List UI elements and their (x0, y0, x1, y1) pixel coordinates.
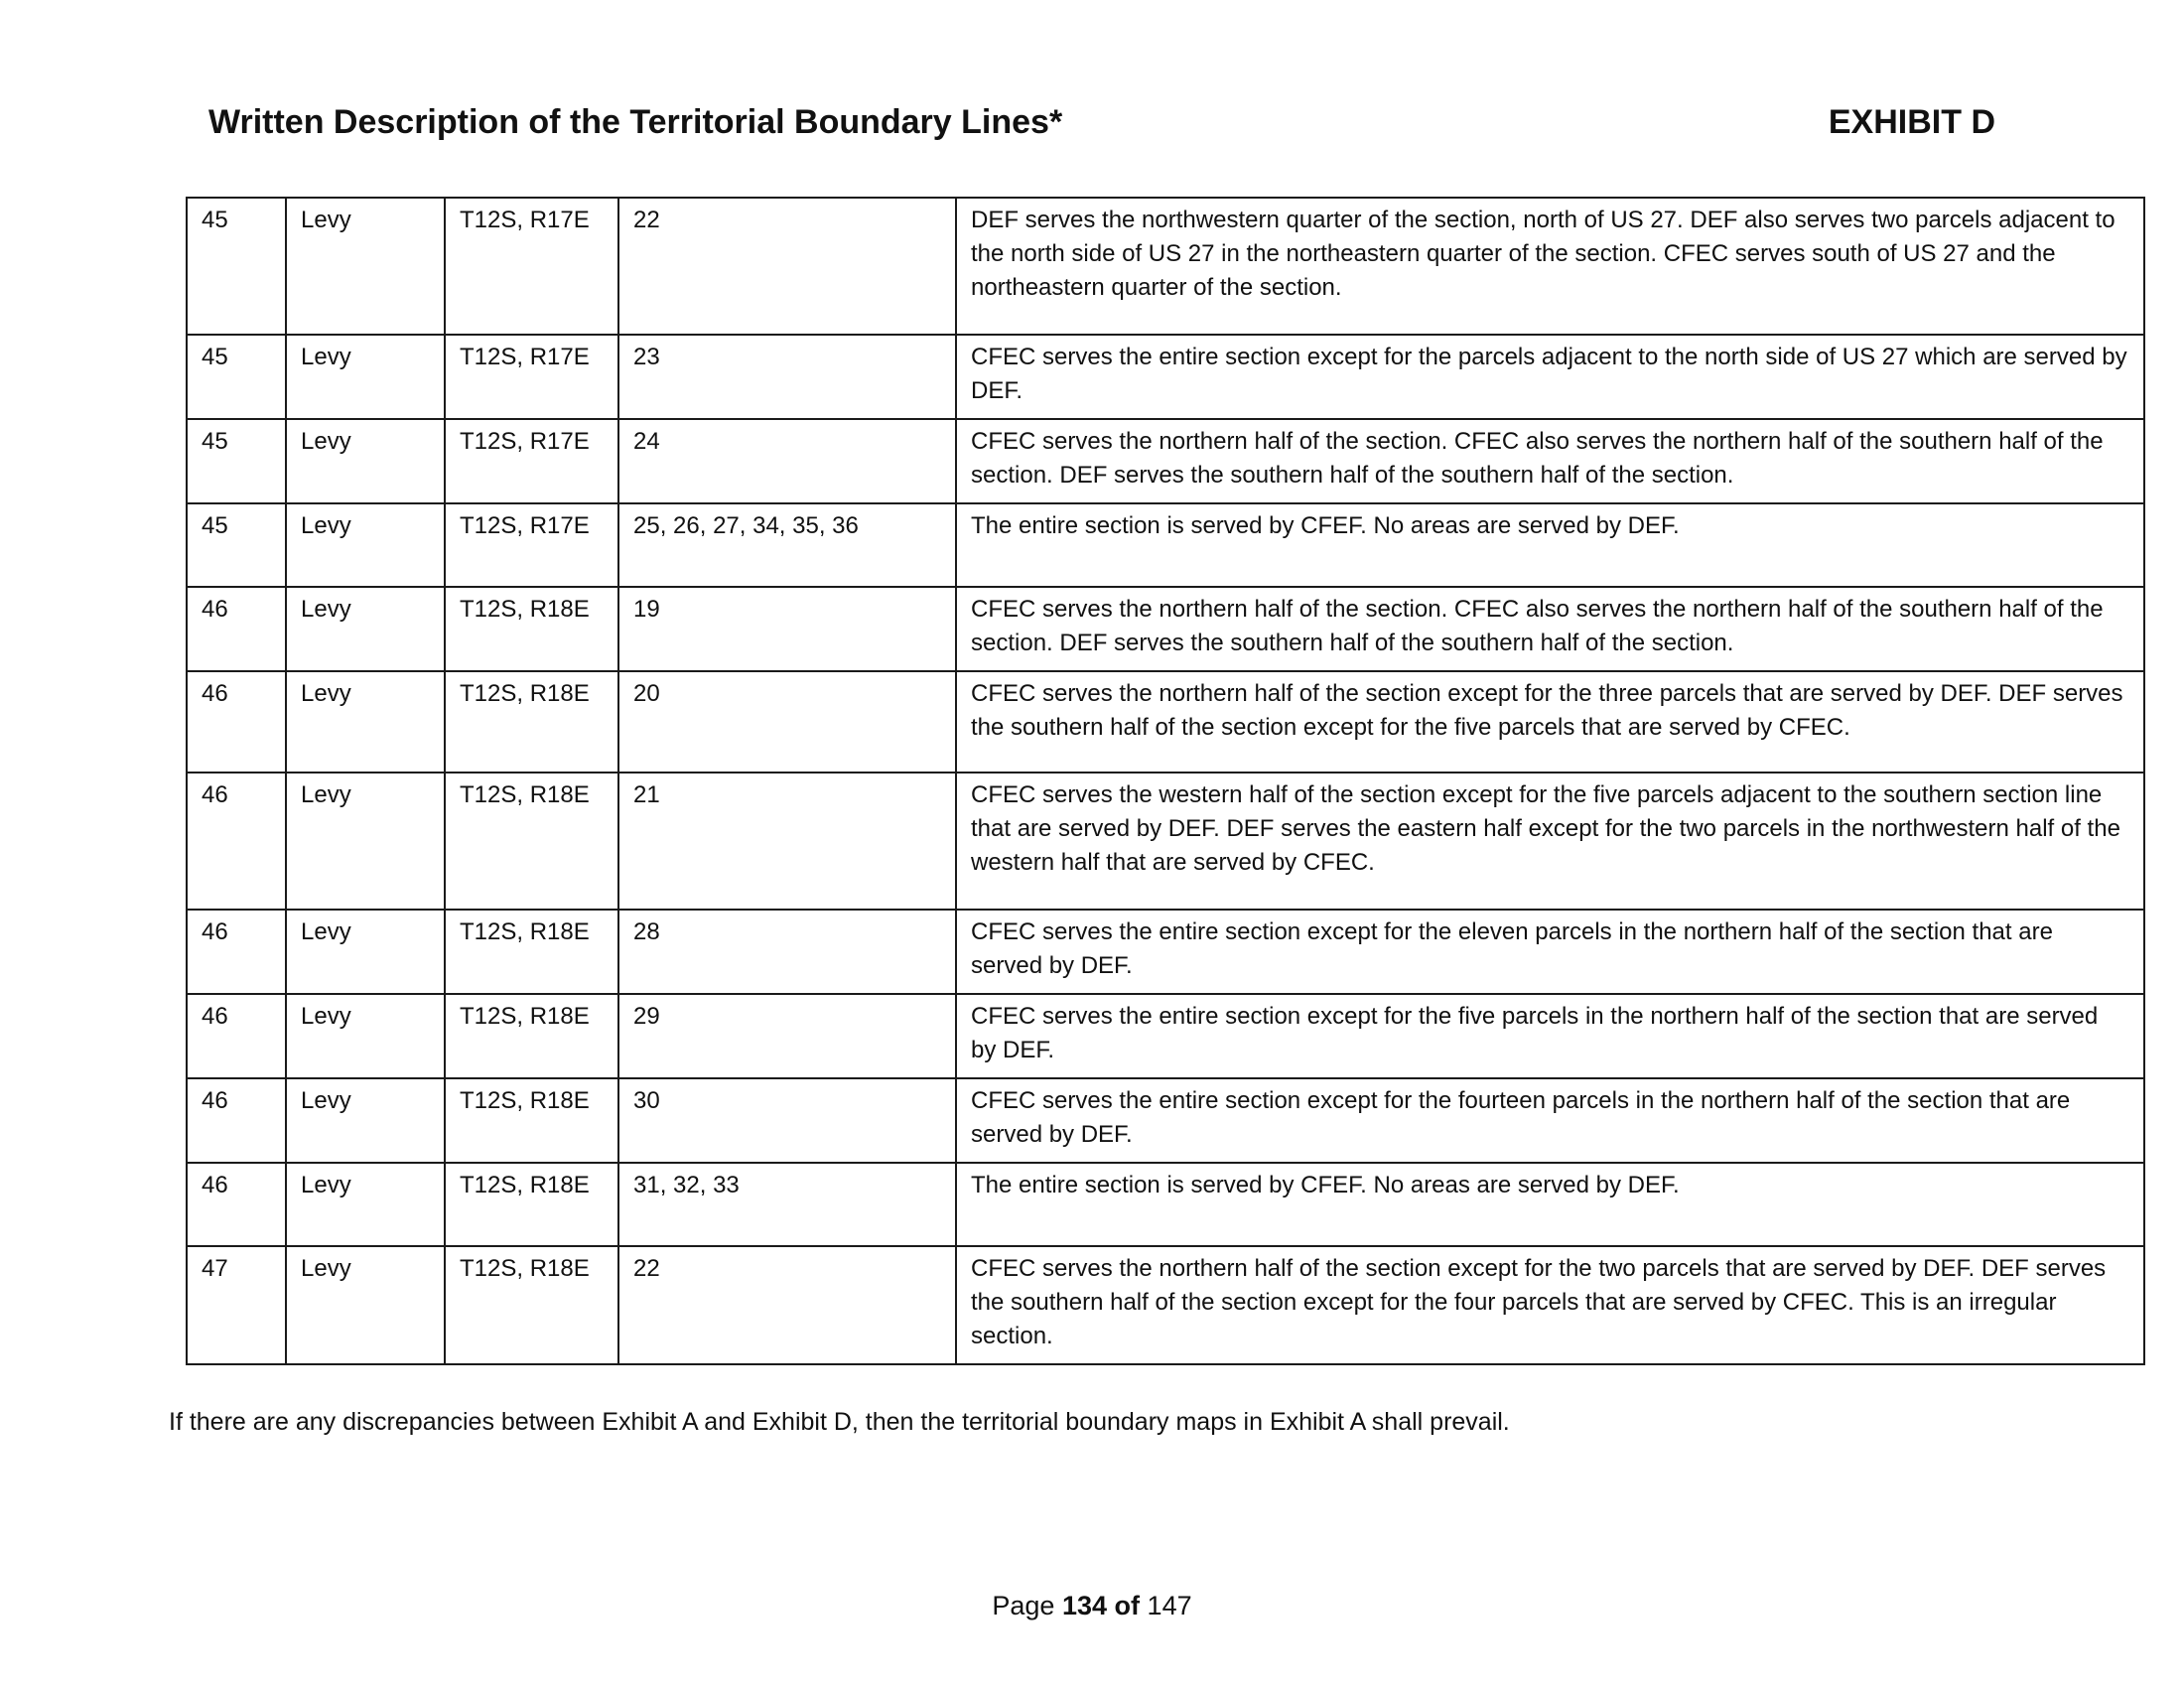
map-number-cell: 46 (187, 1078, 286, 1163)
township-range-cell: T12S, R18E (445, 1078, 618, 1163)
description-cell: CFEC serves the entire section except for the eleven parcels in the northern half of the section that are served by DEF. (956, 910, 2144, 994)
map-number-cell: 46 (187, 773, 286, 910)
township-range-cell: T12S, R18E (445, 773, 618, 910)
description-cell: CFEC serves the northern half of the section except for the two parcels that are served by DEF. DEF serves the southern half of the section except for the four parcels that are served by CFEC. This is an irregular section. (956, 1246, 2144, 1364)
description-cell: CFEC serves the northern half of the section except for the three parcels that are served by DEF. DEF serves the southern half of the section except for the five parcels that are served by CFEC. (956, 671, 2144, 773)
table-row (187, 1246, 2144, 1364)
discrepancy-footnote: If there are any discrepancies between Exhibit A and Exhibit D, then the territorial boundary maps in Exhibit A shall prevail. (169, 1408, 1510, 1436)
page-word: Page (992, 1591, 1055, 1620)
total-pages: 147 (1147, 1591, 1192, 1620)
county-cell: Levy (286, 1246, 445, 1364)
sections-cell: 19 (618, 587, 956, 671)
sections-cell: 20 (618, 671, 956, 773)
township-range-cell: T12S, R18E (445, 994, 618, 1078)
of-word: of (1114, 1591, 1141, 1620)
description-cell: DEF serves the northwestern quarter of the section, north of US 27. DEF also serves two parcels adjacent to the north side of US 27 in the northeastern quarter of the section. CFEC serves south of US 27 and the northeastern quarter of the section. (956, 198, 2144, 335)
county-cell: Levy (286, 419, 445, 503)
current-page-number: 134 (1061, 1591, 1108, 1620)
table-row (187, 503, 2144, 587)
county-cell: Levy (286, 1163, 445, 1246)
description-cell: CFEC serves the entire section except for the parcels adjacent to the north side of US 27 which are served by DEF. (956, 335, 2144, 419)
exhibit-label: EXHIBIT D (1828, 103, 1995, 141)
map-number-cell: 45 (187, 335, 286, 419)
table-row (187, 1078, 2144, 1163)
map-number-cell: 46 (187, 994, 286, 1078)
description-cell: CFEC serves the western half of the section except for the five parcels adjacent to the southern section line that are served by DEF. DEF serves the eastern half except for the two parcels in the northwestern half of the western half that are served by CFEC. (956, 773, 2144, 910)
map-number-cell: 45 (187, 419, 286, 503)
sections-cell: 29 (618, 994, 956, 1078)
map-number-cell: 46 (187, 1163, 286, 1246)
table-row (187, 994, 2144, 1078)
township-range-cell: T12S, R17E (445, 335, 618, 419)
county-cell: Levy (286, 994, 445, 1078)
sections-cell: 24 (618, 419, 956, 503)
sections-cell: 22 (618, 198, 956, 335)
county-cell: Levy (286, 198, 445, 335)
table-row (187, 1163, 2144, 1246)
county-cell: Levy (286, 1078, 445, 1163)
table-row (187, 419, 2144, 503)
county-cell: Levy (286, 503, 445, 587)
sections-cell: 25, 26, 27, 34, 35, 36 (618, 503, 956, 587)
township-range-cell: T12S, R17E (445, 198, 618, 335)
township-range-cell: T12S, R18E (445, 1163, 618, 1246)
map-number-cell: 47 (187, 1246, 286, 1364)
description-cell: CFEC serves the northern half of the section. CFEC also serves the northern half of the southern half of the section. DEF serves the southern half of the southern half of the section. (956, 587, 2144, 671)
township-range-cell: T12S, R17E (445, 503, 618, 587)
boundary-description-table (186, 197, 2145, 1365)
table-row (187, 335, 2144, 419)
map-number-cell: 46 (187, 671, 286, 773)
county-cell: Levy (286, 335, 445, 419)
map-number-cell: 45 (187, 198, 286, 335)
table-row (187, 671, 2144, 773)
table-row (187, 198, 2144, 335)
description-cell: CFEC serves the entire section except for the five parcels in the northern half of the section that are served by DEF. (956, 994, 2144, 1078)
township-range-cell: T12S, R18E (445, 587, 618, 671)
sections-cell: 28 (618, 910, 956, 994)
sections-cell: 22 (618, 1246, 956, 1364)
description-cell: CFEC serves the northern half of the section. CFEC also serves the northern half of the southern half of the section. DEF serves the southern half of the southern half of the section. (956, 419, 2144, 503)
township-range-cell: T12S, R17E (445, 419, 618, 503)
page-header (208, 103, 1995, 153)
township-range-cell: T12S, R18E (445, 1246, 618, 1364)
page-number-footer (0, 1591, 2184, 1621)
county-cell: Levy (286, 587, 445, 671)
county-cell: Levy (286, 671, 445, 773)
sections-cell: 30 (618, 1078, 956, 1163)
description-cell: The entire section is served by CFEF. No areas are served by DEF. (956, 1163, 2144, 1246)
document-title: Written Description of the Territorial Boundary Lines* (208, 103, 1063, 141)
township-range-cell: T12S, R18E (445, 910, 618, 994)
map-number-cell: 45 (187, 503, 286, 587)
county-cell: Levy (286, 910, 445, 994)
sections-cell: 23 (618, 335, 956, 419)
description-cell: CFEC serves the entire section except for the fourteen parcels in the northern half of the section that are served by DEF. (956, 1078, 2144, 1163)
sections-cell: 31, 32, 33 (618, 1163, 956, 1246)
description-cell: The entire section is served by CFEF. No areas are served by DEF. (956, 503, 2144, 587)
map-number-cell: 46 (187, 587, 286, 671)
table-row (187, 910, 2144, 994)
map-number-cell: 46 (187, 910, 286, 994)
table-row (187, 773, 2144, 910)
township-range-cell: T12S, R18E (445, 671, 618, 773)
county-cell: Levy (286, 773, 445, 910)
table-row (187, 587, 2144, 671)
sections-cell: 21 (618, 773, 956, 910)
